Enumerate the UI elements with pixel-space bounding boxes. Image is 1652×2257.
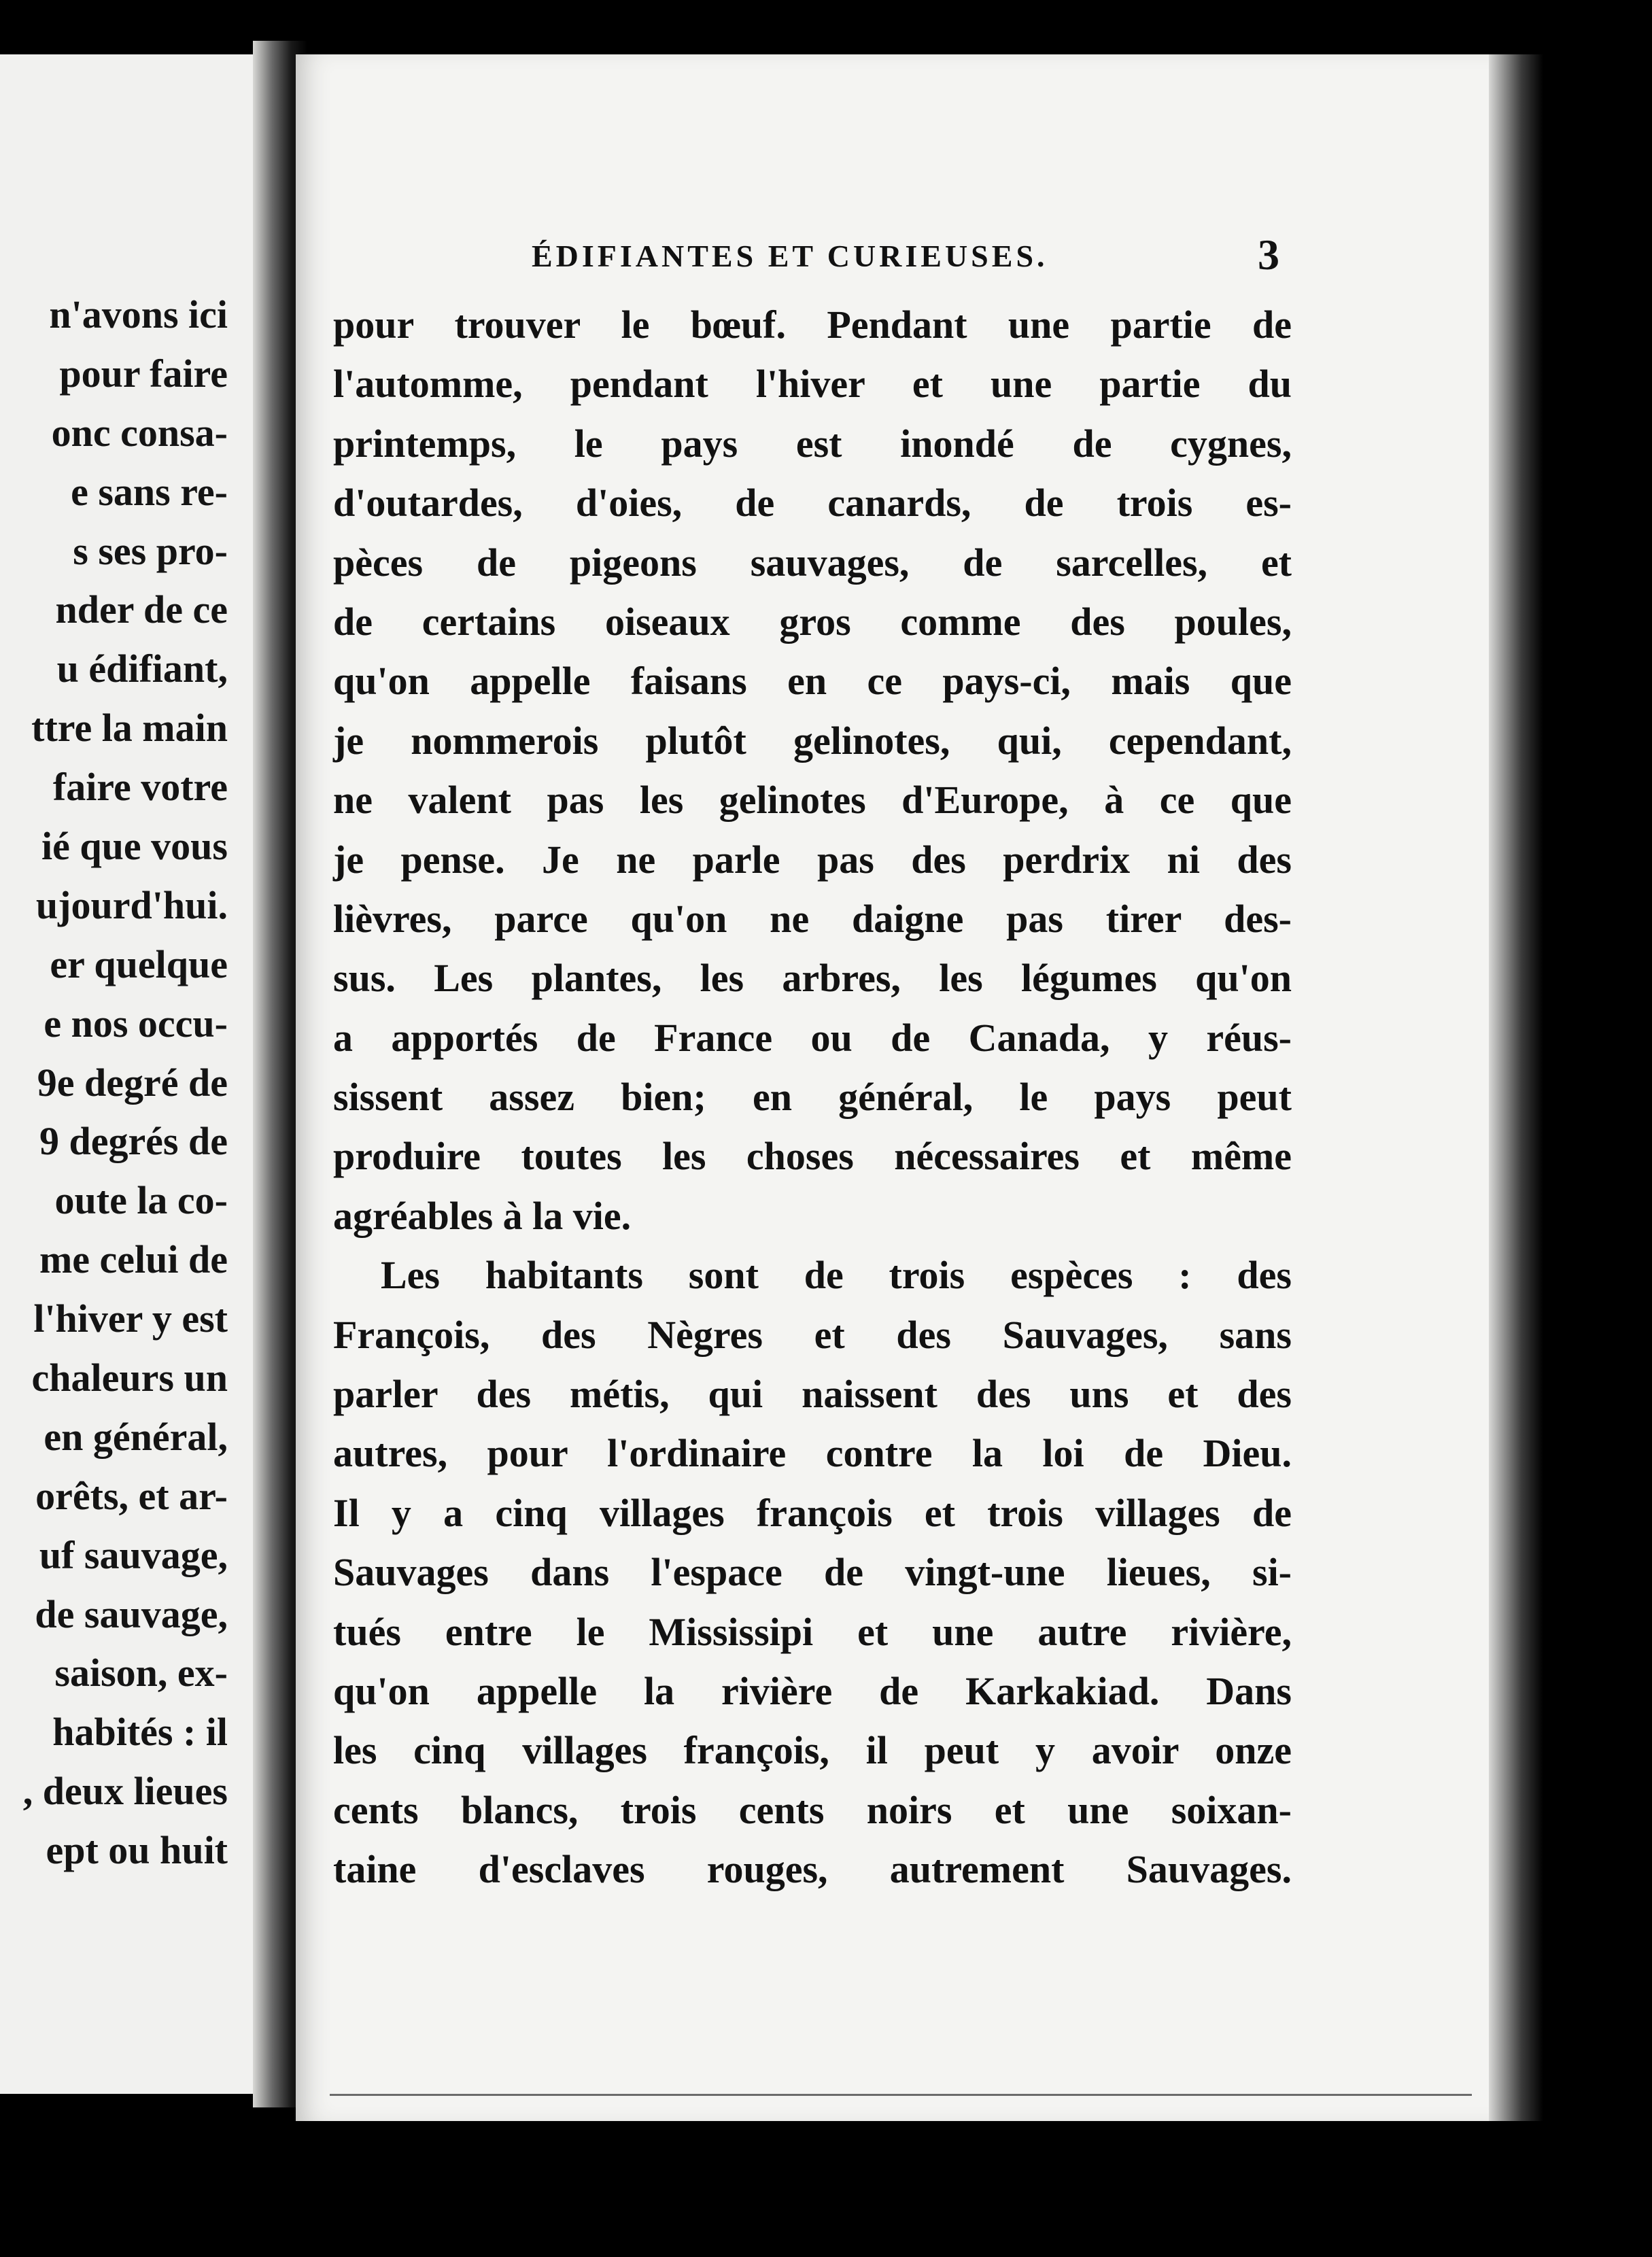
text-line: l'automme, pendant l'hiver et une partie du	[333, 362, 1292, 407]
text-line: chaleurs un	[31, 1356, 228, 1400]
text-line: orêts, et ar-	[35, 1473, 228, 1518]
text-line: me celui de	[39, 1237, 228, 1282]
text-line: n'avons ici	[49, 292, 228, 337]
text-line: d'outardes, d'oies, de canards, de trois es-	[333, 481, 1292, 526]
text-line: en général,	[44, 1414, 228, 1459]
text-line: faire votre	[52, 765, 228, 810]
text-line: agréables à la vie.	[333, 1193, 632, 1238]
text-line: pèces de pigeons sauvages, de sarcelles, et	[333, 540, 1292, 585]
body-text	[333, 295, 1292, 1899]
text-line: printemps, le pays est inondé de cygnes,	[333, 421, 1292, 466]
left-page-text	[0, 286, 228, 1880]
text-line: , deux lieues	[22, 1769, 228, 1814]
text-line: produire toutes les choses nécessaires et même	[333, 1134, 1292, 1179]
text-line: uf sauvage,	[39, 1532, 228, 1577]
text-line: autres, pour l'ordinaire contre la loi de Dieu.	[333, 1431, 1292, 1476]
text-line: oute la co-	[54, 1178, 228, 1223]
text-line: u édifiant,	[56, 647, 228, 691]
text-line: Les habitants sont de trois espèces : des	[381, 1253, 1292, 1298]
text-line: François, des Nègres et des Sauvages, sans	[333, 1312, 1292, 1357]
text-line: ept ou huit	[46, 1828, 228, 1873]
text-line: sus. Les plantes, les arbres, les légumes qu'on	[333, 956, 1292, 1001]
page-number: 3	[1258, 230, 1279, 279]
paragraph	[333, 295, 1292, 1245]
text-line: e sans re-	[71, 469, 228, 514]
text-line: parler des métis, qui naissent des uns et des	[333, 1372, 1292, 1417]
text-line: sissent assez bien; en général, le pays peut	[333, 1075, 1292, 1120]
text-line: Il y a cinq villages françois et trois villages de	[333, 1490, 1292, 1535]
text-line: habités : il	[52, 1710, 228, 1755]
text-line: nder de ce	[55, 587, 228, 632]
text-line: 9 degrés de	[39, 1119, 228, 1164]
text-line: a apportés de France ou de Canada, y réus-	[333, 1015, 1292, 1060]
text-line: les cinq villages françois, il peut y avoir onze	[333, 1728, 1292, 1773]
text-line: er quelque	[50, 942, 228, 986]
text-line: taine d'esclaves rouges, autrement Sauvages.	[333, 1847, 1292, 1892]
page-edge	[1489, 54, 1543, 2121]
text-line: tués entre le Mississipi et une autre rivière,	[333, 1609, 1292, 1654]
text-line: pour trouver le bœuf. Pendant une partie de	[333, 303, 1292, 347]
left-page	[0, 54, 269, 2094]
text-line: saison, ex-	[54, 1651, 228, 1695]
bottom-rule	[330, 2094, 1472, 2096]
text-line: lièvres, parce qu'on ne daigne pas tirer des-	[333, 896, 1292, 941]
text-line: de sauvage,	[35, 1591, 228, 1636]
text-line: onc consa-	[51, 410, 228, 455]
text-line: cents blancs, trois cents noirs et une soixan-	[333, 1787, 1292, 1832]
text-line: s ses pro-	[73, 528, 228, 573]
paragraph	[333, 1245, 1292, 1899]
text-line: pour faire	[59, 351, 228, 396]
text-line: l'hiver y est	[33, 1296, 228, 1341]
text-line: ujourd'hui.	[35, 882, 228, 927]
text-line: 9e degré de	[37, 1060, 228, 1105]
text-line: ié que vous	[41, 824, 228, 869]
text-line: je nommerois plutôt gelinotes, qui, cependant,	[333, 718, 1292, 763]
text-line: ttre la main	[31, 706, 228, 751]
text-line: qu'on appelle faisans en ce pays-ci, mais que	[333, 659, 1292, 704]
text-line: de certains oiseaux gros comme des poules,	[333, 599, 1292, 644]
text-line: e nos occu-	[44, 1001, 228, 1046]
page-header	[532, 230, 1279, 291]
text-line: Sauvages dans l'espace de vingt-une lieues, si-	[333, 1550, 1292, 1595]
text-line: qu'on appelle la rivière de Karkakiad. Dans	[333, 1668, 1292, 1713]
text-line: ne valent pas les gelinotes d'Europe, à ce que	[333, 778, 1292, 823]
text-line: je pense. Je ne parle pas des perdrix ni des	[333, 837, 1292, 882]
running-title: ÉDIFIANTES ET CURIEUSES.	[532, 239, 1048, 273]
